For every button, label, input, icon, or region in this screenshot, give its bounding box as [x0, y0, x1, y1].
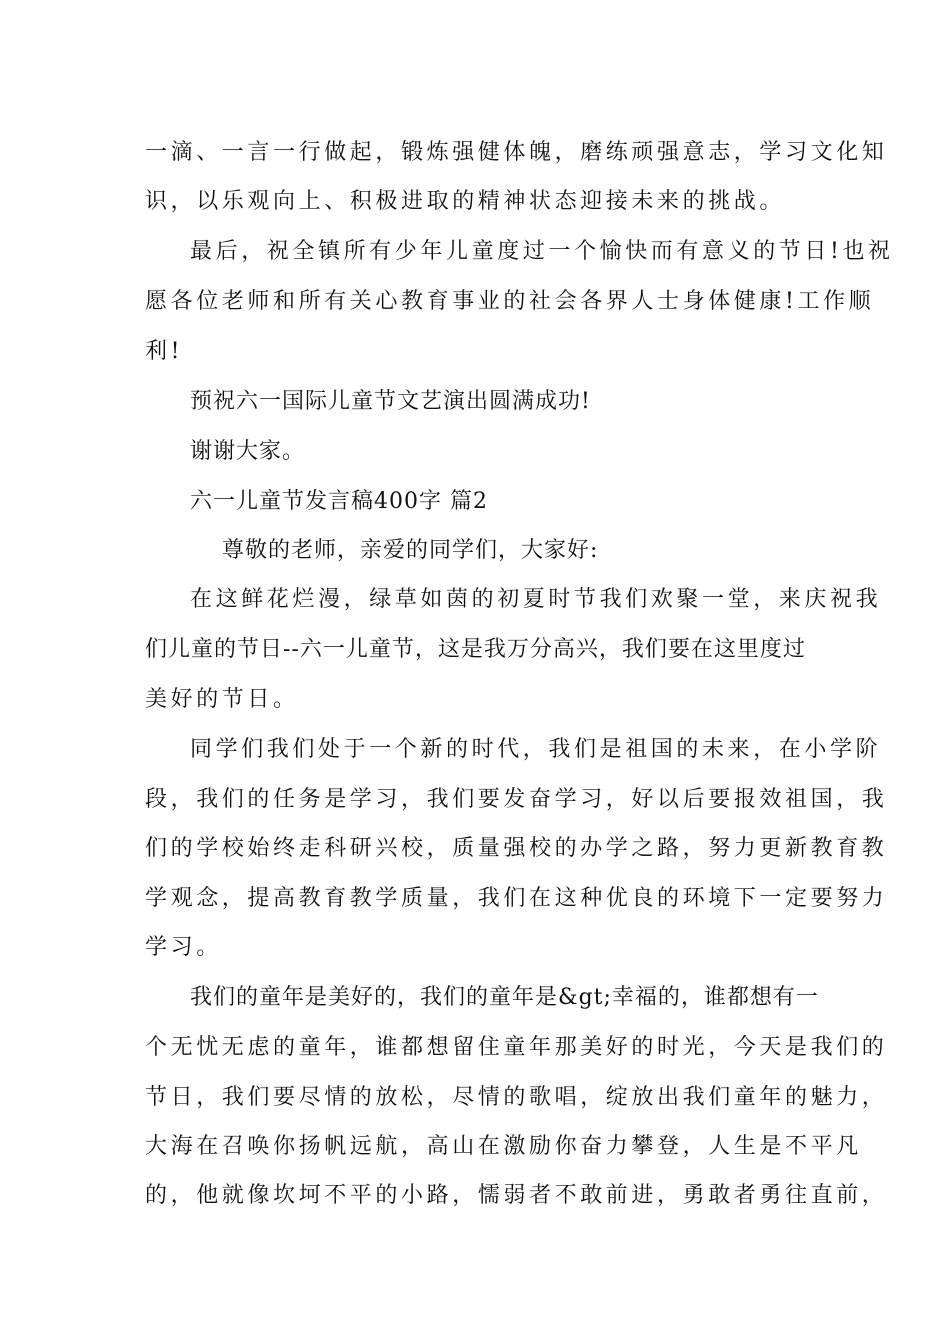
text-line: 学观念，提高教育教学质量，我们在这种优良的环境下一定要努力: [145, 886, 888, 911]
paragraph-start-line: 预祝六一国际儿童节文艺演出圆满成功!: [190, 389, 591, 414]
text-line: 愿各位老师和所有关心教育事业的社会各界人士身体健康!工作顺: [145, 289, 875, 314]
text-line: 学习。: [145, 935, 222, 960]
paragraph-start-line: 最后，祝全镇所有少年儿童度过一个愉快而有意义的节日!也祝: [190, 239, 894, 264]
text-line: 美好的节日。: [145, 687, 299, 712]
section-heading: 六一儿童节发言稿400字 篇2: [190, 489, 488, 514]
paragraph-start-line: 同学们我们处于一个新的时代，我们是祖国的未来，在小学阶: [190, 737, 882, 762]
text-line: 节日，我们要尽情的放松，尽情的歌唱，绽放出我们童年的魅力，: [145, 1085, 888, 1110]
paragraph-start-line: 谢谢大家。: [190, 439, 306, 464]
paragraph-start-line: 在这鲜花烂漫，绿草如茵的初夏时节我们欢聚一堂，来庆祝我: [190, 587, 882, 612]
text-line: 大海在召唤你扬帆远航，高山在激励你奋力攀登，人生是不平凡: [145, 1134, 862, 1159]
text-line: 个无忧无虑的童年，谁都想留住童年那美好的时光，今天是我们的: [145, 1035, 888, 1060]
text-line: 利!: [145, 339, 184, 364]
text-line: 的，他就像坎坷不平的小路，懦弱者不敢前进，勇敢者勇往直前，: [145, 1183, 888, 1208]
text-line: 一滴、一言一行做起，锻炼强健体魄，磨练顽强意志，学习文化知: [145, 140, 888, 165]
paragraph-start-line: 我们的童年是美好的，我们的童年是&gt;幸福的，谁都想有一: [190, 985, 819, 1010]
text-line: 识，以乐观向上、积极进取的精神状态迎接未来的挑战。: [145, 189, 786, 214]
text-line: 们儿童的节日--六一儿童节，这是我万分高兴，我们要在这里度过: [145, 637, 806, 662]
salutation-line: 尊敬的老师，亲爱的同学们，大家好:: [222, 538, 599, 563]
text-line: 们的学校始终走科研兴校，质量强校的办学之路，努力更新教育教: [145, 836, 888, 861]
text-line: 段，我们的任务是学习，我们要发奋学习，好以后要报效祖国，我: [145, 787, 888, 812]
